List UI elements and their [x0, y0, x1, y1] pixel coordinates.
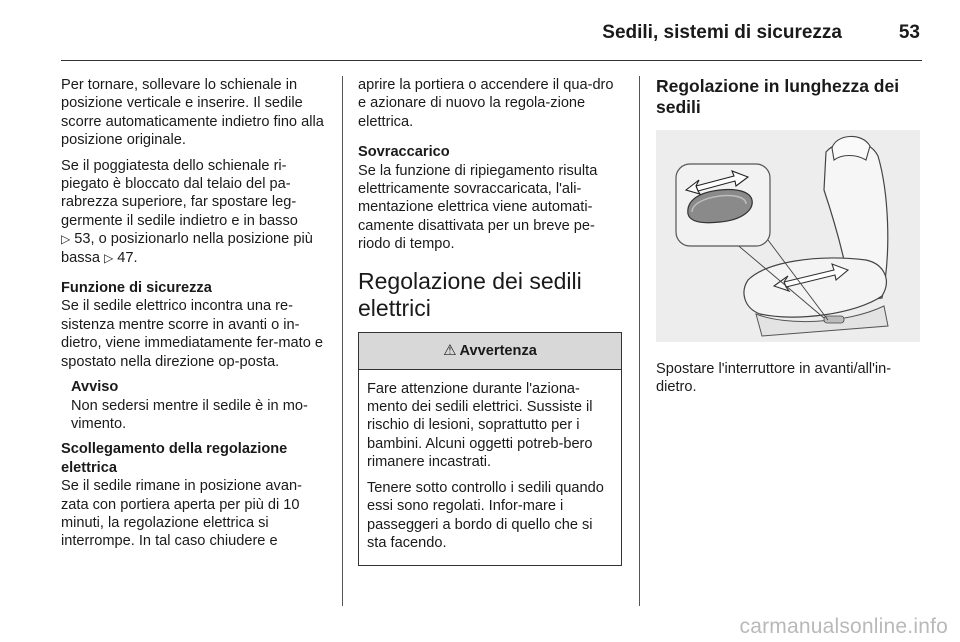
column-2 [358, 76, 623, 566]
section-heading: Regolazione in lunghezza dei sedili [656, 76, 900, 117]
page-reference-icon: ▷ [61, 232, 71, 247]
subheading: Sovraccarico [358, 144, 450, 161]
section [358, 143, 623, 253]
paragraph: Se il sedile rimane in posizione avan-zata con portiera aperta per più di 10 minuti, la regolazione elettrica si interrompe. In tal caso chiudere e [61, 478, 302, 550]
warning-title: Avvertenza [459, 342, 537, 359]
paragraph: Fare attenzione durante l'aziona-mento dei sedili elettrici. Sussiste il rischio di lesioni, soprattutto per i bambini. Alcuni oggetti potreb-bero rimanere incastrati. [367, 380, 593, 471]
page-reference[interactable]: 47 [117, 249, 134, 266]
paragraph: Se il sedile elettrico incontra una re-sistenza mentre scorre in avanti o in-dietro, viene immediatamente fer-mato e spostato nella direzione op-posta. [61, 298, 323, 370]
warning-header [359, 333, 621, 370]
section [61, 440, 326, 550]
column-3 [656, 76, 921, 404]
subheading: Funzione di sicurezza [61, 280, 212, 297]
paragraph: Tenere sotto controllo i sedili quando essi sono regolati. Infor-mare i passeggeri a bordo di quello che si sta facendo. [367, 479, 604, 551]
figure-caption: Spostare l'interruttore in avanti/all'in-dietro. [656, 361, 892, 396]
column-divider [342, 76, 343, 606]
page-title: Sedili, sistemi di sicurezza [602, 22, 842, 43]
note-heading: Avviso [71, 379, 119, 396]
note [71, 378, 326, 433]
page-header [0, 0, 960, 62]
note-text: Non sedersi mentre il sedile è in mo-vimento. [71, 397, 308, 432]
column-1 [61, 76, 326, 558]
seat-illustration [656, 130, 920, 342]
watermark: carmanualsonline.info [739, 615, 948, 638]
warning-body [359, 370, 621, 566]
column-divider [639, 76, 640, 606]
page-number: 53 [898, 22, 920, 43]
paragraph: Per tornare, sollevare lo schienale in posizione verticale e inserire. Il sedile scorre automaticamente indietro fino alla posizione originale. [61, 77, 324, 149]
subheading: Scollegamento della regolazione elettrica [61, 441, 288, 476]
warning-triangle-icon: ⚠ [443, 341, 457, 359]
paragraph: Se la funzione di ripiegamento risulta elettricamente sovraccaricata, l'ali-mentazione elettrica viene automati-camente disattivata per un breve pe-riodo di tempo. [358, 162, 598, 253]
warning-box [358, 332, 622, 567]
paragraph: aprire la portiera o accendere il qua-dro e azionare di nuovo la regola-zione elettrica. [358, 77, 614, 130]
paragraph: Se il poggiatesta dello schienale ri-piegato è bloccato dal telaio del pa-rabrezza superiore, far spostare leg-germente il sedile indietro e in basso ▷ 53, o posizionarlo nella posizione più bassa ▷ 47. [61, 157, 313, 266]
page-reference[interactable]: 53 [74, 231, 91, 248]
page-reference-icon: ▷ [104, 250, 114, 265]
section [61, 279, 326, 371]
header-rule [61, 60, 922, 61]
seat-adjustment-drawing [656, 130, 920, 342]
section-heading: Regolazione dei sedili elettrici [358, 267, 582, 321]
